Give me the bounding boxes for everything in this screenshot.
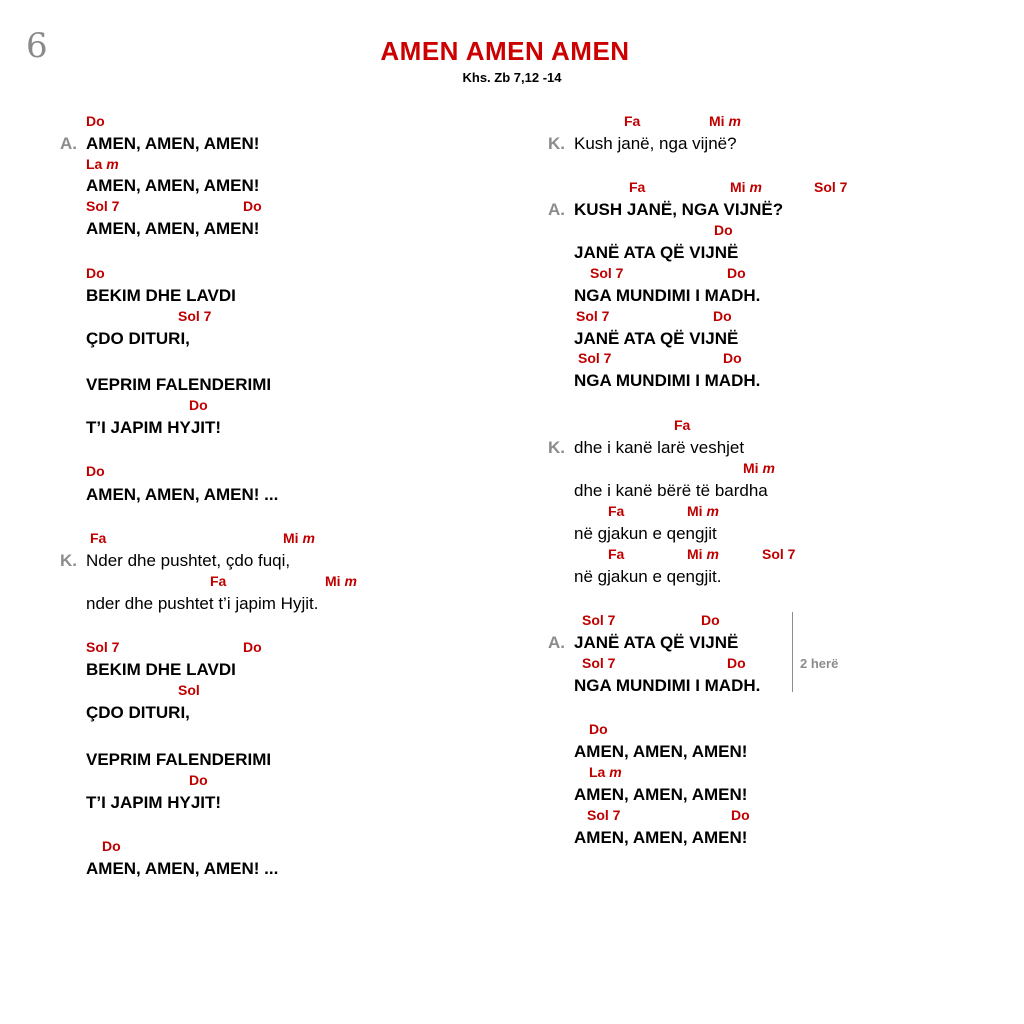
chord-label: Do bbox=[727, 655, 746, 671]
lyric-line: JANË ATA QË VIJNË bbox=[574, 633, 739, 652]
chord-label: Fa bbox=[608, 546, 625, 562]
chord-label: Mi m bbox=[709, 113, 741, 129]
chord-label: Mi m bbox=[325, 573, 357, 589]
lyric-line: BEKIM DHE LAVDI bbox=[86, 660, 236, 679]
chord-label: Do bbox=[723, 350, 742, 366]
chord-label: Fa bbox=[210, 573, 227, 589]
chord-label: Mi m bbox=[687, 503, 719, 519]
chord-label: Sol 7 bbox=[576, 308, 610, 324]
lyric-line: AMEN, AMEN, AMEN! ... bbox=[86, 485, 279, 504]
chord-label: Do bbox=[727, 265, 746, 281]
lyric-line: në gjakun e qengjit bbox=[574, 524, 717, 543]
chord-label: Sol 7 bbox=[578, 350, 612, 366]
chord-label: Mi m bbox=[283, 530, 315, 546]
lyric-line: AMEN, AMEN, AMEN! bbox=[574, 785, 748, 804]
lyric-line: dhe i kanë bërë të bardha bbox=[574, 481, 768, 500]
lyric-line: NGA MUNDIMI I MADH. bbox=[574, 676, 761, 695]
chord-label: Sol 7 bbox=[86, 639, 120, 655]
lyric-line: nder dhe pushtet t’i japim Hyjit. bbox=[86, 594, 319, 613]
chord-label: Do bbox=[701, 612, 720, 628]
speaker-mark-cantor: K. bbox=[60, 551, 77, 570]
chord-label: Sol 7 bbox=[582, 612, 616, 628]
lyric-line: AMEN, AMEN, AMEN! ... bbox=[86, 859, 279, 878]
chord-label: Sol 7 bbox=[178, 308, 212, 324]
chord-label: La m bbox=[86, 156, 119, 172]
lyric-line: JANË ATA QË VIJNË bbox=[574, 243, 739, 262]
lyric-line: ÇDO DITURI, bbox=[86, 329, 190, 348]
song-title: AMEN AMEN AMEN bbox=[380, 36, 630, 66]
repeat-bracket bbox=[792, 612, 793, 692]
speaker-mark-assembly: A. bbox=[548, 633, 565, 652]
lyric-line: AMEN, AMEN, AMEN! bbox=[86, 134, 260, 153]
lyric-line: në gjakun e qengjit. bbox=[574, 567, 722, 586]
lyric-line: T’I JAPIM HYJIT! bbox=[86, 418, 222, 437]
chord-label: Do bbox=[102, 838, 121, 854]
scripture-reference: Khs. Zb 7,12 -14 bbox=[462, 70, 562, 85]
lyric-line: BEKIM DHE LAVDI bbox=[86, 286, 236, 305]
chord-label: Sol 7 bbox=[582, 655, 616, 671]
chord-label: Do bbox=[589, 721, 608, 737]
chord-label: Sol 7 bbox=[814, 179, 848, 195]
lyric-line: NGA MUNDIMI I MADH. bbox=[574, 371, 761, 390]
chord-label: Mi m bbox=[743, 460, 775, 476]
lyric-line: T’I JAPIM HYJIT! bbox=[86, 793, 222, 812]
chord-label: Do bbox=[86, 265, 105, 281]
speaker-mark-assembly: A. bbox=[548, 200, 565, 219]
chord-label: Do bbox=[243, 198, 262, 214]
lyric-line: Nder dhe pushtet, çdo fuqi, bbox=[86, 551, 291, 570]
chord-label: Do bbox=[86, 463, 105, 479]
chord-label: Mi m bbox=[730, 179, 762, 195]
chord-label: Do bbox=[714, 222, 733, 238]
chord-label: Fa bbox=[674, 417, 691, 433]
chord-label: Fa bbox=[624, 113, 641, 129]
page-number: 6 bbox=[26, 26, 48, 66]
speaker-mark-assembly: A. bbox=[60, 134, 77, 153]
speaker-mark-cantor: K. bbox=[548, 438, 565, 457]
lyric-line: AMEN, AMEN, AMEN! bbox=[86, 176, 260, 195]
lyric-line: AMEN, AMEN, AMEN! bbox=[86, 219, 260, 238]
lyric-line: JANË ATA QË VIJNË bbox=[574, 329, 739, 348]
lyric-line: VEPRIM FALENDERIMI bbox=[86, 750, 272, 769]
lyric-line: KUSH JANË, NGA VIJNË? bbox=[574, 200, 784, 219]
chord-label: Sol 7 bbox=[86, 198, 120, 214]
lyric-line: NGA MUNDIMI I MADH. bbox=[574, 286, 761, 305]
repeat-note: 2 herë bbox=[800, 656, 839, 671]
speaker-mark-cantor: K. bbox=[548, 134, 565, 153]
lyric-line: dhe i kanë larë veshjet bbox=[574, 438, 745, 457]
chord-label: Sol 7 bbox=[762, 546, 796, 562]
chord-label: Fa bbox=[90, 530, 107, 546]
chord-label: Sol 7 bbox=[587, 807, 621, 823]
chord-label: La m bbox=[589, 764, 622, 780]
chord-label: Do bbox=[243, 639, 262, 655]
chord-label: Fa bbox=[629, 179, 646, 195]
chord-label: Sol 7 bbox=[590, 265, 624, 281]
chord-label: Do bbox=[86, 113, 105, 129]
chord-label: Do bbox=[731, 807, 750, 823]
chord-label: Mi m bbox=[687, 546, 719, 562]
chord-label: Do bbox=[189, 397, 208, 413]
chord-label: Fa bbox=[608, 503, 625, 519]
lyric-line: ÇDO DITURI, bbox=[86, 703, 190, 722]
lyric-line: Kush janë, nga vijnë? bbox=[574, 134, 737, 153]
lyric-line: AMEN, AMEN, AMEN! bbox=[574, 742, 748, 761]
chord-label: Sol bbox=[178, 682, 200, 698]
chord-label: Do bbox=[713, 308, 732, 324]
lyric-line: VEPRIM FALENDERIMI bbox=[86, 375, 272, 394]
chord-label: Do bbox=[189, 772, 208, 788]
lyric-line: AMEN, AMEN, AMEN! bbox=[574, 828, 748, 847]
